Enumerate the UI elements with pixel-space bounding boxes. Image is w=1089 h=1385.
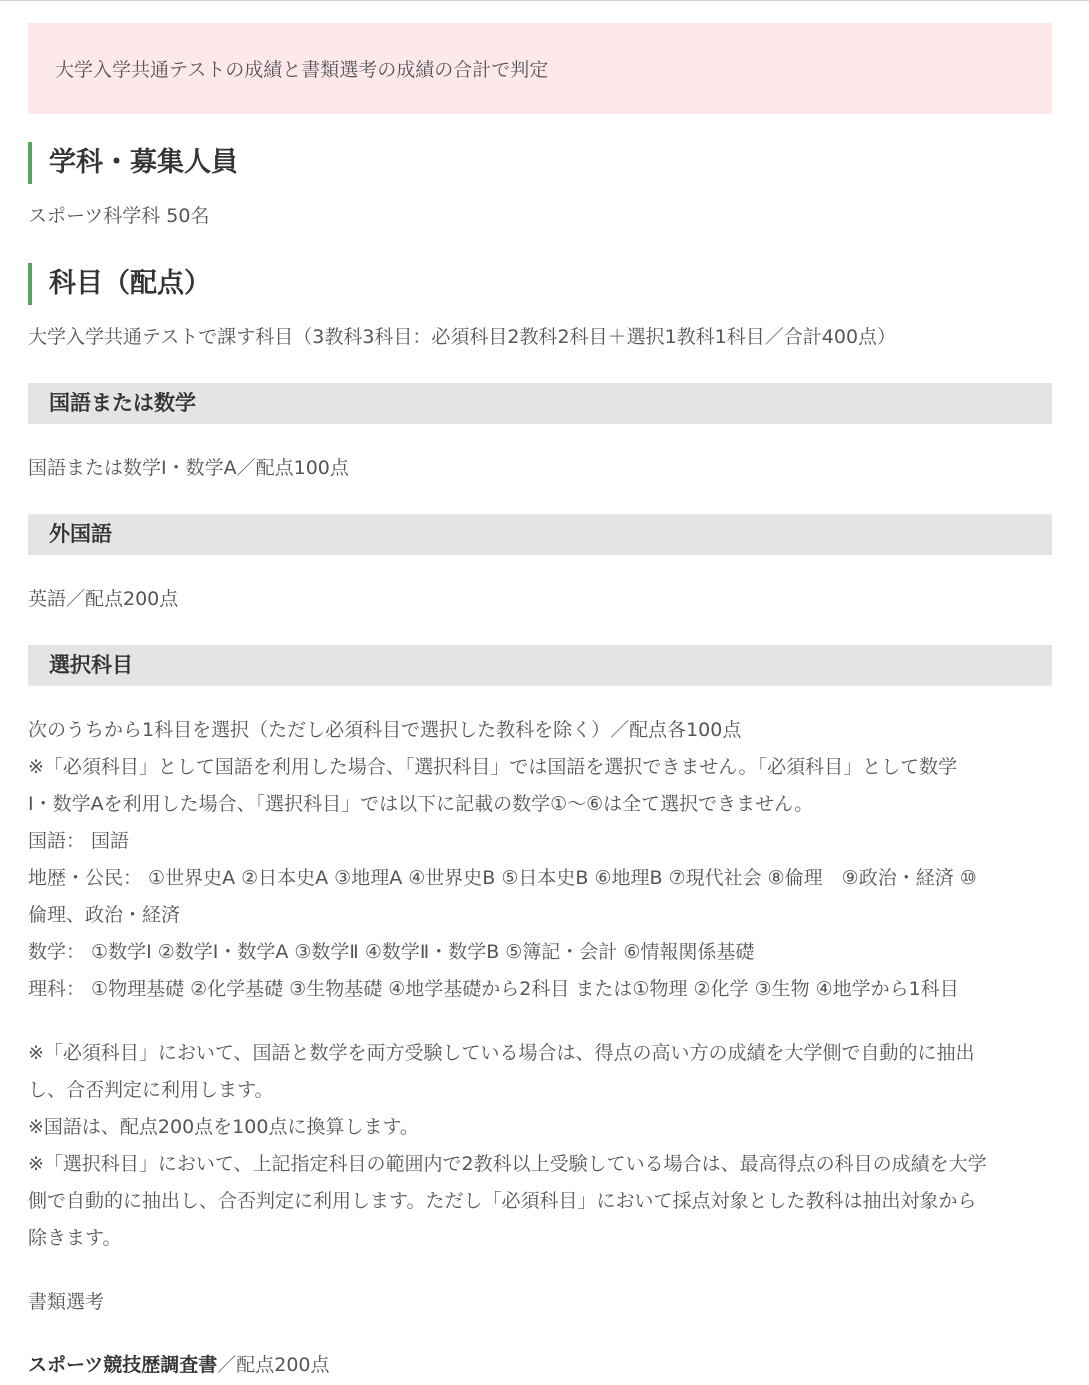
subjects-heading: 科目（配点） bbox=[28, 263, 828, 305]
subjects-intro: 大学入学共通テストで課す科目（3教科3科目：必須科目2教科2科目＋選択1教科1科目／合計400点） bbox=[28, 326, 897, 348]
judgement-notice-box bbox=[28, 23, 1052, 114]
note-line: ※「選択科目」において、上記指定科目の範囲内で2教科以上受験している場合は、最高得点の科目の成績を大学 bbox=[28, 1153, 987, 1175]
note-line: ※国語は、配点200点を100点に換算します。 bbox=[28, 1116, 419, 1138]
documents-item-score: ／配点200点 bbox=[217, 1354, 330, 1376]
elective-details bbox=[28, 712, 1054, 1008]
elective-line: Ⅰ・数学Aを利用した場合、「選択科目」では以下に記載の数学①～⑥は全て選択できません。 bbox=[28, 793, 814, 815]
japanese-or-math-text: 国語または数学Ⅰ・数学A／配点100点 bbox=[28, 457, 349, 479]
department-text: スポーツ科学科 50名 bbox=[28, 205, 210, 227]
note-line: ※「必須科目」において、国語と数学を両方受験している場合は、得点の高い方の成績を大学側で自動的に抽出 bbox=[28, 1042, 975, 1064]
judgement-notice-text: 大学入学共通テストの成績と書類選考の成績の合計で判定 bbox=[55, 59, 549, 81]
notes bbox=[28, 1035, 1054, 1257]
elective-line: 次のうちから1科目を選択（ただし必須科目で選択した教科を除く）／配点各100点 bbox=[28, 719, 742, 741]
foreign-language-text: 英語／配点200点 bbox=[28, 588, 179, 610]
elective-line: 倫理、政治・経済 bbox=[28, 904, 181, 926]
documents-item-name: スポーツ競技歴調査書 bbox=[28, 1354, 218, 1376]
elective-line: 地歴・公民： ①世界史A ②日本史A ③地理A ④世界史B ⑤日本史B ⑥地理B ⑦現代社会 ⑧倫理 ⑨政治・経済 ⑩ bbox=[28, 867, 977, 889]
elective-line: 国語： 国語 bbox=[28, 830, 130, 852]
subheading-japanese-or-math: 国語または数学 bbox=[28, 383, 1052, 424]
note-line: 側で自動的に抽出し、合否判定に利用します。ただし「必須科目」において採点対象とした教科は抽出対象から bbox=[28, 1190, 977, 1212]
documents-label: 書類選考 bbox=[28, 1291, 105, 1313]
subheading-foreign-language: 外国語 bbox=[28, 514, 1052, 555]
page bbox=[0, 1, 1089, 1385]
elective-line: 数学： ①数学Ⅰ ②数学Ⅰ・数学A ③数学Ⅱ ④数学Ⅱ・数学B ⑤簿記・会計 ⑥情報関係基礎 bbox=[28, 941, 755, 963]
documents-item bbox=[28, 1347, 1058, 1384]
elective-line: ※「必須科目」として国語を利用した場合、「選択科目」では国語を選択できません。「必須科目」として数学 bbox=[28, 756, 958, 778]
note-line: 除きます。 bbox=[28, 1227, 122, 1249]
elective-line: 理科： ①物理基礎 ②化学基礎 ③生物基礎 ④地学基礎から2科目 または①物理 ②化学 ③生物 ④地学から1科目 bbox=[28, 978, 959, 1000]
subheading-elective: 選択科目 bbox=[28, 645, 1052, 686]
department-heading: 学科・募集人員 bbox=[28, 142, 828, 184]
note-line: し、合否判定に利用します。 bbox=[28, 1079, 274, 1101]
